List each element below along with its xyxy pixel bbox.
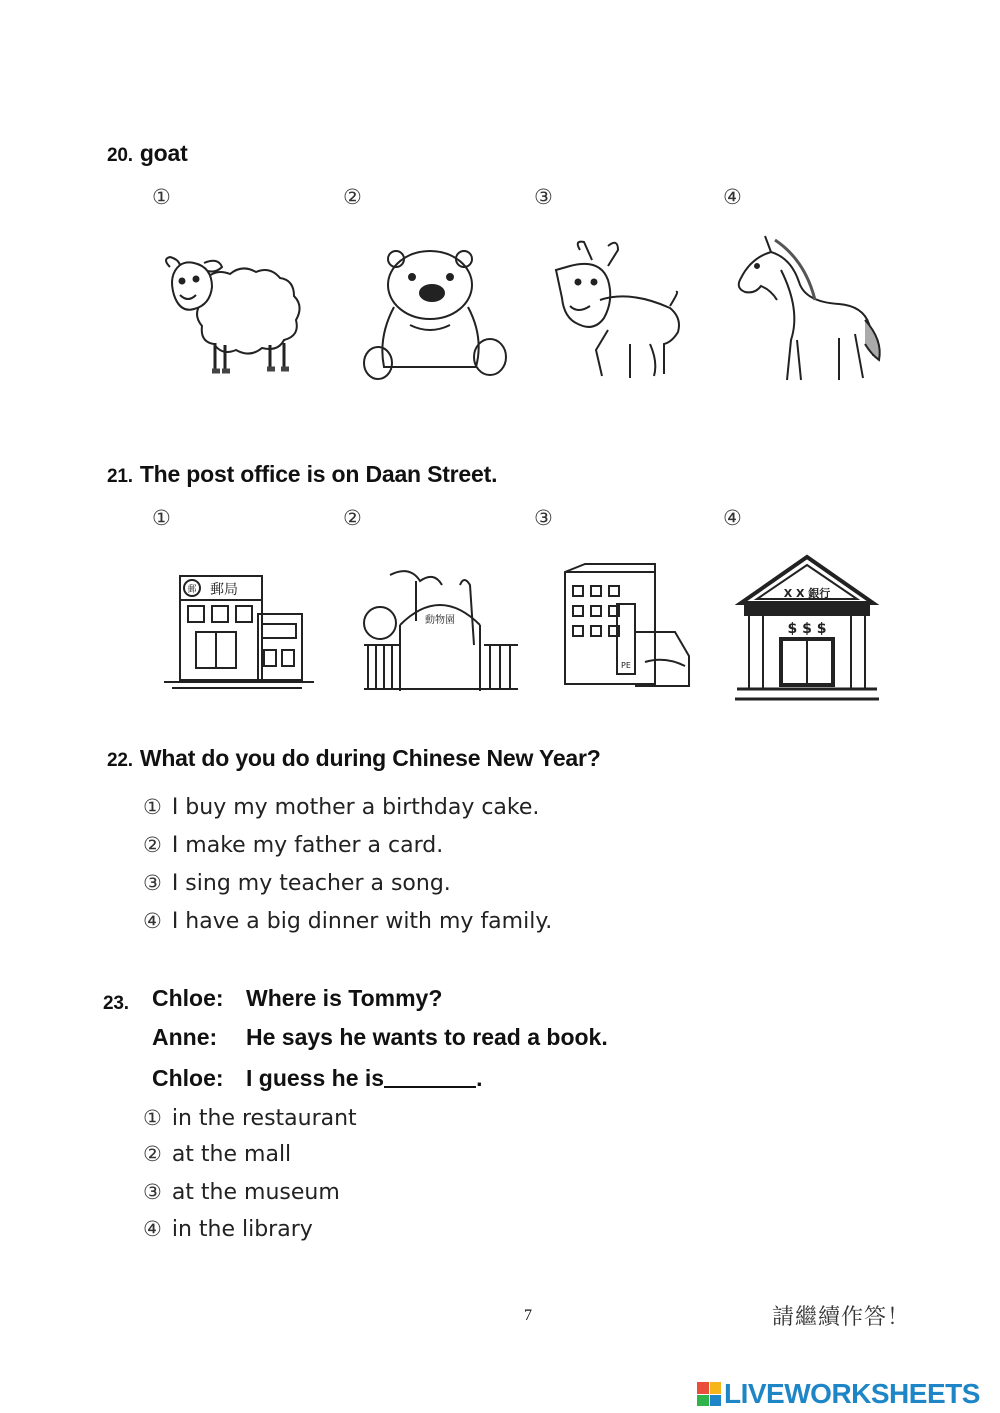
choice-text: at the mall	[171, 1142, 292, 1167]
choice-1[interactable]	[143, 1106, 357, 1131]
option-mark-2: ②	[343, 506, 362, 530]
choice-2[interactable]	[143, 833, 443, 858]
answer-blank[interactable]	[384, 1064, 476, 1088]
option-mark-3: ③	[534, 185, 553, 209]
speaker: Chloe:	[152, 1065, 224, 1091]
option-mark-1: ①	[152, 506, 171, 530]
choice-mark: ①	[143, 795, 162, 819]
option-mark-1: ①	[152, 185, 171, 209]
choice-mark: ④	[143, 909, 162, 933]
choice-text: I sing my teacher a song.	[171, 871, 451, 896]
zoo-picture[interactable]	[360, 565, 520, 695]
svg-text:動物園: 動物園	[425, 615, 455, 626]
option-mark-4: ④	[723, 506, 742, 530]
option-mark-4: ④	[723, 185, 742, 209]
question-22-title	[107, 745, 601, 772]
choice-mark: ①	[143, 1106, 162, 1130]
choice-mark: ③	[143, 1180, 162, 1204]
choice-1[interactable]	[143, 795, 539, 820]
choice-4[interactable]	[143, 909, 552, 934]
continue-note: 請繼續作答！	[772, 1305, 911, 1330]
dialogue-line-2	[152, 1024, 608, 1051]
choice-2[interactable]	[143, 1142, 291, 1167]
question-number: 22.	[107, 750, 133, 771]
dialogue-line-3	[152, 1064, 482, 1092]
choice-3[interactable]	[143, 871, 451, 896]
choice-text: at the museum	[171, 1180, 340, 1205]
post-office-picture[interactable]	[162, 570, 317, 700]
goat-picture[interactable]	[550, 240, 690, 390]
page-number: 7	[524, 1307, 532, 1324]
choice-mark: ②	[143, 833, 162, 857]
question-21-title	[107, 461, 497, 488]
svg-text:$ $ $: $ $ $	[787, 621, 827, 637]
line-text: I guess he is	[246, 1065, 385, 1091]
svg-text:郵局: 郵局	[210, 582, 238, 598]
choice-text: I have a big dinner with my family.	[171, 909, 553, 934]
choice-text: I buy my mother a birthday cake.	[171, 795, 540, 820]
question-text: goat	[139, 140, 188, 166]
brand-name: LIVEWORKSHEETS	[724, 1378, 980, 1409]
line-text: He says he wants to read a book.	[246, 1024, 608, 1050]
horse-picture[interactable]	[735, 230, 885, 390]
question-20-title	[107, 140, 188, 167]
choice-text: I make my father a card.	[171, 833, 444, 858]
svg-text:郵: 郵	[187, 585, 197, 595]
question-text: What do you do during Chinese New Year?	[139, 745, 601, 771]
line-text: Where is Tommy?	[246, 985, 443, 1011]
question-number: 21.	[107, 466, 133, 487]
svg-text:PE: PE	[621, 661, 631, 670]
speaker: Chloe:	[152, 985, 224, 1011]
choice-3[interactable]	[143, 1180, 340, 1205]
bank-picture[interactable]	[735, 553, 880, 705]
choice-mark: ③	[143, 871, 162, 895]
choice-text: in the restaurant	[171, 1106, 357, 1131]
bear-picture[interactable]	[360, 245, 508, 383]
speaker: Anne:	[152, 1024, 218, 1050]
end-punctuation: .	[476, 1065, 483, 1091]
choice-4[interactable]	[143, 1217, 313, 1242]
choice-text: in the library	[171, 1217, 313, 1242]
option-mark-3: ③	[534, 506, 553, 530]
sheep-picture[interactable]	[160, 245, 310, 380]
dialogue-line-1	[152, 985, 442, 1012]
question-number: 20.	[107, 145, 133, 166]
choice-mark: ④	[143, 1217, 162, 1241]
office-building-picture[interactable]	[555, 562, 695, 697]
option-mark-2: ②	[343, 185, 362, 209]
svg-text:X X 銀行: X X 銀行	[783, 587, 831, 600]
liveworksheets-logo[interactable]	[697, 1378, 980, 1410]
choice-mark: ②	[143, 1142, 162, 1166]
brand-icon	[697, 1382, 721, 1406]
question-text: The post office is on Daan Street.	[139, 461, 498, 487]
question-23-number: 23.	[103, 993, 129, 1014]
